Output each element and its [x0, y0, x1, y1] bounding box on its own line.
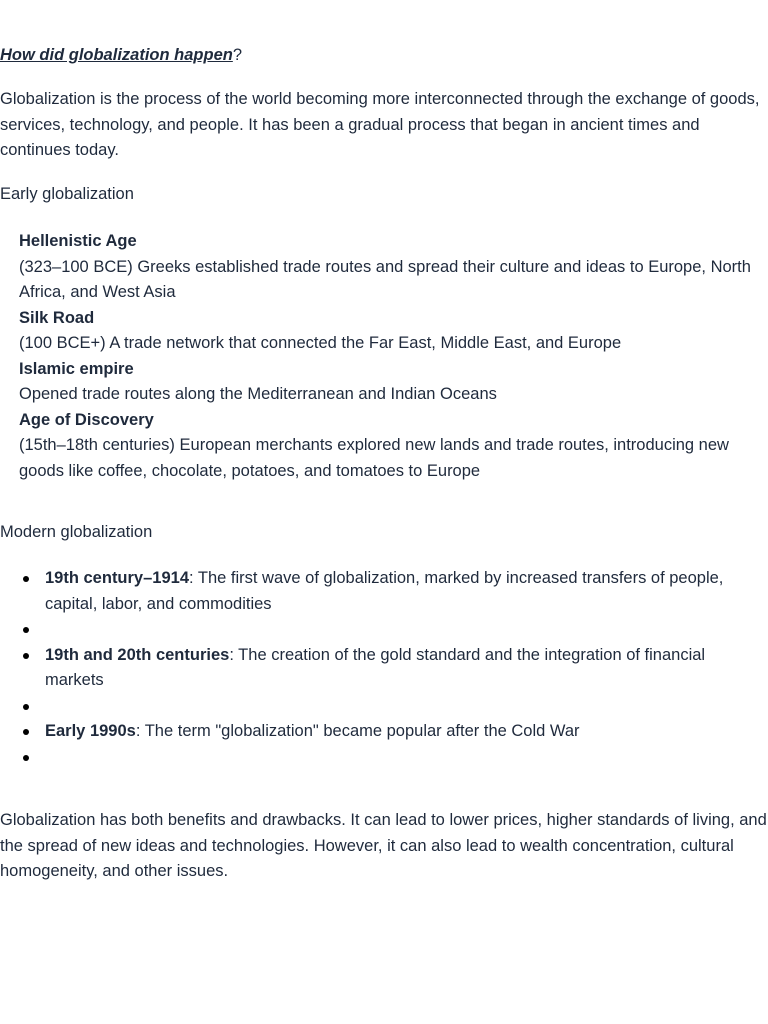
- question-heading: [0, 43, 242, 69]
- question-link[interactable]: How did globalization happen: [0, 46, 233, 64]
- bullet-icon: [23, 704, 29, 710]
- modern-item-description: : The first wave of globalization, marked by increased transfers of people, capital, labor, and commodities: [45, 569, 724, 613]
- modern-globalization-heading: Modern globalization: [0, 523, 153, 541]
- early-item-description: (323–100 BCE) Greeks established trade routes and spread their culture and ideas to Europe, North Africa, and West Asia: [19, 257, 751, 301]
- intro-paragraph: Globalization is the process of the world becoming more interconnected through the exchange of goods, services, technology, and people. It has been a gradual process that began in ancient times and continues today.: [0, 90, 760, 159]
- early-item-term: Hellenistic Age: [19, 232, 137, 250]
- modern-item-term: Early 1990s: [45, 722, 136, 740]
- early-item-term: Silk Road: [19, 308, 95, 327]
- bullet-icon: [23, 627, 29, 633]
- modern-item-term: 19th century–1914: [45, 569, 189, 587]
- modern-item-term: 19th and 20th centuries: [45, 645, 230, 664]
- bullet-icon: [23, 729, 29, 735]
- early-globalization-list: [19, 229, 759, 484]
- early-item-term: Age of Discovery: [19, 410, 154, 429]
- bullet-icon: [23, 653, 29, 659]
- list-item: [0, 719, 760, 745]
- list-item: [0, 566, 760, 617]
- early-globalization-heading: Early globalization: [0, 185, 134, 203]
- empty-list-item: [0, 745, 760, 771]
- modern-item-description: : The creation of the gold standard and the integration of financial markets: [45, 645, 706, 689]
- question-mark: ?: [232, 46, 243, 64]
- conclusion-paragraph: Globalization has both benefits and drawbacks. It can lead to lower prices, higher standards of living, and the spread of new ideas and technologies. However, it can also lead to wealth concentration, cultural homogeneity, and other issues.: [0, 811, 767, 880]
- early-item-description: (100 BCE+) A trade network that connected the Far East, Middle East, and Europe: [19, 334, 622, 352]
- modern-globalization-list: [0, 566, 760, 770]
- early-item-term: Islamic empire: [19, 359, 134, 378]
- list-item: [0, 643, 760, 694]
- modern-item-description: : The term "globalization" became popular after the Cold War: [135, 722, 580, 740]
- empty-list-item: [0, 617, 760, 643]
- early-item-description: Opened trade routes along the Mediterranean and Indian Oceans: [19, 385, 497, 403]
- bullet-icon: [23, 755, 29, 761]
- bullet-icon: [23, 576, 29, 582]
- empty-list-item: [0, 694, 760, 720]
- early-item-description: (15th–18th centuries) European merchants explored new lands and trade routes, introducing new goods like coffee, chocolate, potatoes, and tomatoes to Europe: [19, 436, 729, 480]
